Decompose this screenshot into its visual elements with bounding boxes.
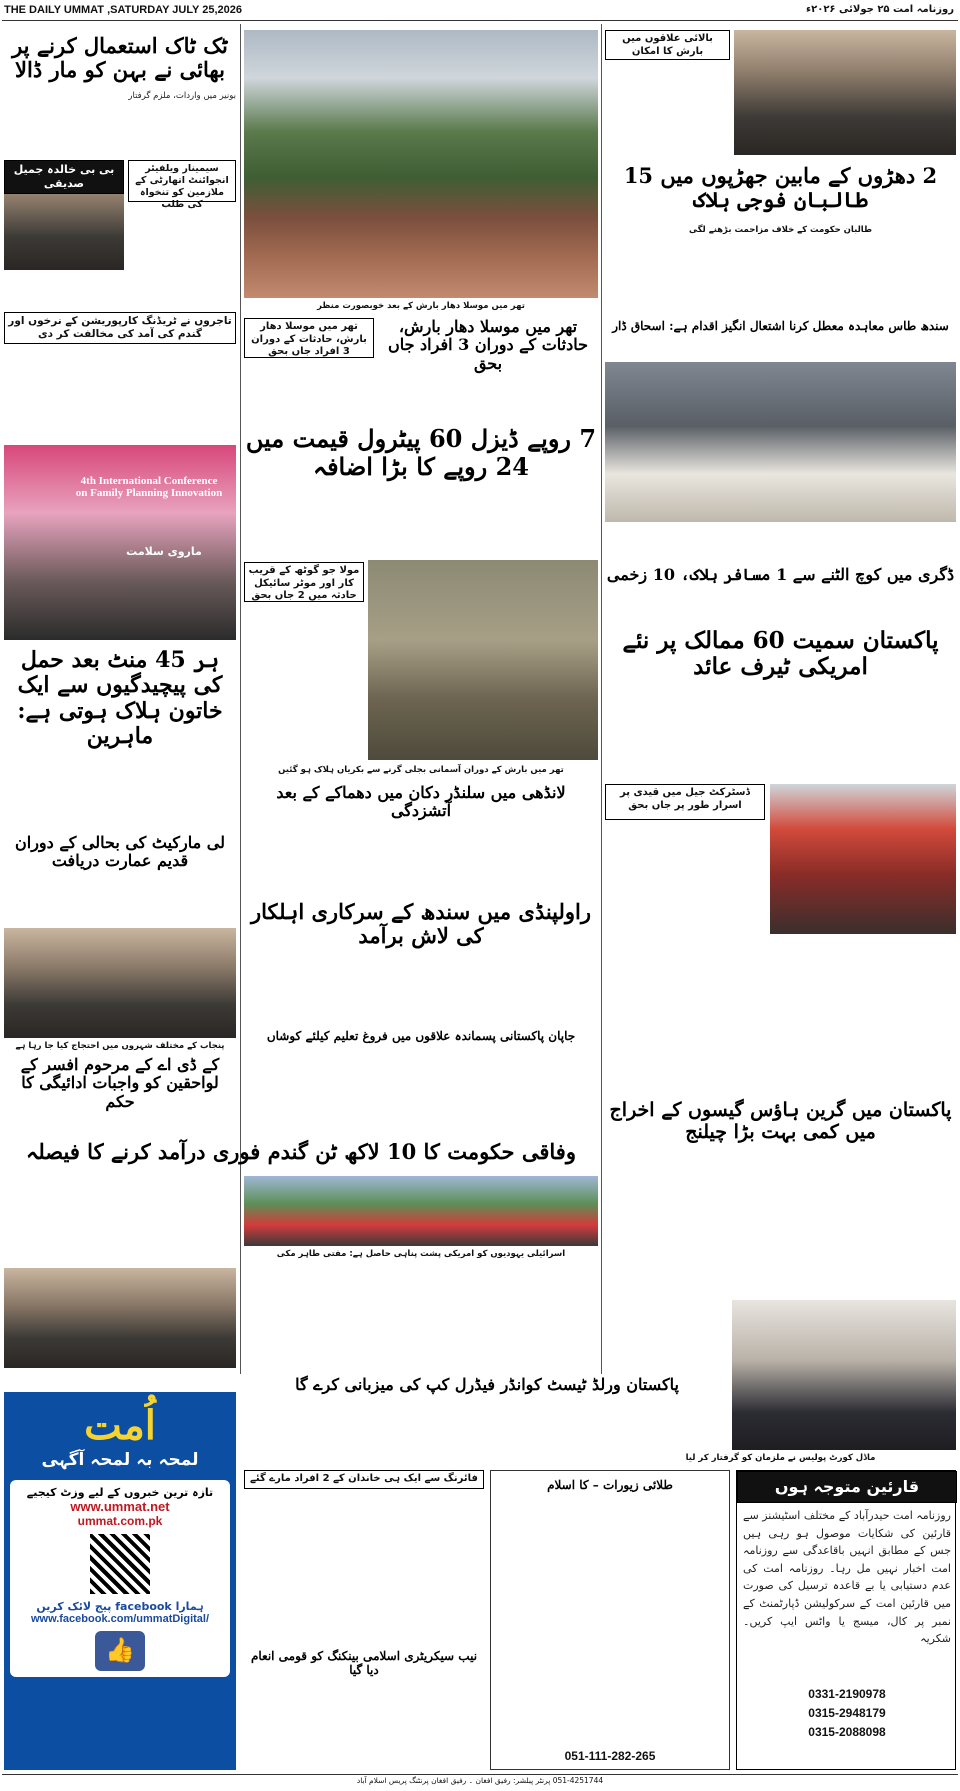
facebook-like-text: ہمارا facebook پیج لائک کریں — [36, 1600, 204, 1613]
headline-cricket: پاکستان ورلڈ ٹیسٹ کوانڈر فیڈرل کپ کی میزبانی کرے گا — [295, 1375, 679, 1394]
column-rule — [240, 24, 241, 1374]
article-maternal — [4, 720, 236, 830]
footer-imprint: 051-4251744 پرنٹر پبلشر: رفیق افغان ۔ رفیق افغان پرنٹنگ پریس اسلام آباد — [356, 1776, 604, 1785]
subhead-taliban: طالبان حکومت کے خلاف مزاحمت بڑھنے لگی — [605, 224, 956, 235]
photo-dead-goats — [368, 560, 598, 760]
thumbs-up-icon: 👍 — [95, 1631, 145, 1671]
article-motorbike — [244, 606, 364, 756]
caption-protest: پنجاب کے مختلف شہروں میں احتجاج کیا جا رہا ہے — [4, 1040, 236, 1051]
conference-banner-text: 4th International Conference on Family Planning Innovation — [75, 475, 223, 499]
ummat-url-link[interactable]: www.ummat.net — [70, 1499, 170, 1514]
headline-market: لی مارکیٹ کی بحالی کے دوران قدیم عمارت دریافت — [15, 833, 225, 871]
headline-thar-rain-2: تھر میں موسلا دھار بارش، حادثات کے دوران 3 افراد جاں بحق — [244, 318, 374, 358]
headline-rain-forecast: بالائی علاقوں میں بارش کا امکان — [605, 30, 730, 60]
headline-motorbike: مولا جو گوٹھ کے قریب کار اور موٹر سائیکل حادثہ میں 2 جاں بحق — [244, 562, 364, 602]
ummat-advertisement — [4, 1392, 236, 1770]
headline-thar-rain: تھر میں موسلا دھار بارش، حادثات کے دوران 3 افراد جاں بحق — [387, 317, 589, 373]
article-tiktok — [4, 90, 236, 156]
article-firing — [244, 1494, 484, 1644]
caption-rally: اسرائیلی یہودیوں کو امریکی پشت پناہی حاصل ہے: مفتی طاہر مکی — [244, 1248, 598, 1259]
readers-notice — [736, 1470, 956, 1770]
headline-coach-accident: ڈگری میں کوچ الٹنے سے 1 مسافر ہلاک، 10 زخمی — [606, 565, 955, 584]
article-rawalpindi — [244, 934, 598, 1024]
headline-petrol: 7 روپے ڈیزل 60 پیٹرول قیمت میں 24 روپے کا بڑا اضافہ — [245, 424, 597, 481]
headline-rawalpindi: راولپنڈی میں سندھ کے سرکاری اہلکار کی لاش برآمد — [250, 899, 592, 949]
headline-tiktok: ٹک ٹاک استعمال کرنے پر بھائی نے بہن کو مار ڈالا — [12, 33, 228, 83]
photo-protest-crowd — [4, 928, 236, 1038]
article-cricket — [244, 1408, 730, 1466]
headline-wheat-import: وفاقی حکومت کا 10 لاکھ ٹن گندم فوری درآمد کرنے کا فیصلہ — [26, 1139, 576, 1164]
caption-goats: تھر میں بارش کے دوران آسمانی بجلی گرنے سے بکریاں ہلاک ہو گئیں — [244, 764, 598, 775]
caption-police: ماڈل کورٹ پولیس نے ملزمان کو گرفتار کر لیا — [605, 1452, 956, 1463]
photo-wheat-protest — [4, 1268, 236, 1368]
article-seminar — [128, 206, 236, 306]
masthead-rule — [2, 20, 958, 21]
article-subhead: بونیر میں واردات، ملزم گرفتار — [128, 91, 236, 101]
headline-japan: جاپان پاکستانی پسماندہ علاقوں میں فروغ تعلیم کیلئے کوشاں — [266, 1029, 576, 1043]
bank-ad-title: طلائی زیورات – کا اسلام — [547, 1478, 673, 1492]
photo-protesters-right — [734, 30, 956, 155]
headline-seminar: سیمینار ویلفیئر انجوائنٹ اتھارٹی کے ملازمین کو تنخواہ کی طلب — [128, 160, 236, 202]
photo-thar-mountains — [244, 30, 598, 298]
notice-title: قارئین متوجہ ہوں — [737, 1471, 957, 1503]
notice-phones — [743, 1685, 951, 1743]
notice-phone-3: 0315-2088098 — [808, 1725, 886, 1740]
notice-body: روزنامہ امت حیدرآباد کے مختلف اسٹیشنز سے قارئین کی شکایات موصول ہو رہی ہیں جس کے مطابق انہیں باقاعدگی سے روزنامہ امت اخبار نہیں مل رہا۔ روزنامہ امت کی عدم دستیابی یا بے قاعدہ ترسیل کی صورت میں قارئین امت کے سرکولیشن ڈپارٹمنٹ کے نمبر پر کال، میسج یا واٹس ایپ کریں۔ شکریہ — [743, 1509, 951, 1646]
photo-rally — [244, 1176, 598, 1246]
article-kda — [4, 1094, 236, 1134]
article-thar-rain — [244, 362, 598, 422]
headline-traders: تاجروں نے ٹریڈنگ کارپوریشن کے نرخوں اور گندم کی آمد کی مخالفت کر دی — [4, 312, 236, 344]
headline-jail: ڈسٹرکٹ جیل میں قیدی پر اسرار طور پر جاں بحق — [605, 784, 765, 820]
headline-greenhouse: پاکستان میں گرین ہاؤس گیسوں کے اخراج میں کمی بہت بڑا چیلنج — [609, 1099, 952, 1143]
bank-advertisement — [490, 1470, 730, 1770]
facebook-url-link[interactable]: www.facebook.com/ummatDigital/ — [30, 1613, 210, 1625]
photo-electricity-workers — [605, 362, 956, 522]
ummat-url2-link[interactable]: ummat.com.pk — [77, 1514, 163, 1528]
masthead-urdu: روزنامہ امت ۲۵ جولائی ۲۰۲۶ء — [806, 4, 954, 15]
article-japan — [244, 1054, 598, 1134]
ummat-logo: اُمت — [84, 1402, 156, 1449]
label-khalida: بی بی خالدہ جمیل صدیقی — [4, 160, 124, 194]
article-banking — [244, 1686, 484, 1770]
column-rule — [601, 24, 602, 1374]
article-taliban — [605, 240, 956, 315]
masthead-english: THE DAILY UMMAT ,SATURDAY JULY 25,2026 — [4, 4, 243, 16]
qr-code-icon — [90, 1534, 150, 1594]
bank-ad-phone: 051-111-282-265 — [564, 1749, 656, 1763]
article-rain-forecast — [605, 64, 730, 154]
photo-red-flags — [770, 784, 956, 934]
headline-maternal: ہر 45 منٹ بعد حمل کی پیچیدگیوں سے ایک خاتون ہلاک ہوتی ہے: ماہرین — [17, 647, 223, 749]
ummat-visit-text: تازہ ترین خبروں کے لیے وزٹ کیجیے — [26, 1486, 214, 1499]
article-us-tariff — [605, 704, 956, 779]
notice-phone-2: 0315-2948179 — [808, 1706, 886, 1721]
article-landhi — [244, 812, 598, 892]
headline-landhi: لانڈھی میں سلنڈر دکان میں دھماکے کے بعد آتشزدگی — [276, 783, 566, 821]
headline-taliban: 2 دھڑوں کے مابین جھڑپوں میں 15 طالبان فوجی ہلاک — [623, 163, 938, 213]
headline-us-tariff: پاکستان سمیت 60 ممالک پر نئے امریکی ٹیرف عائد — [622, 627, 939, 681]
article-traders — [4, 340, 236, 440]
photo-conference — [4, 445, 236, 640]
article-petrol — [244, 488, 598, 558]
headline-firing: فائرنگ سے ایک ہی خاندان کے 2 افراد مارے گئے — [244, 1470, 484, 1489]
photo-police-arrest — [732, 1300, 956, 1450]
ummat-slogan: لمحہ بہ لمحہ آگہی — [41, 1450, 199, 1470]
headline-indus-treaty: سندھ طاس معاہدہ معطل کرنا اشتعال انگیز اقدام ہے: اسحاق ڈار — [612, 319, 949, 333]
footer-rule — [2, 1774, 958, 1775]
headline-kda: کے ڈی اے کے مرحوم افسر کے لواحقین کو واجبات ادائیگی کا حکم — [20, 1055, 220, 1111]
headline-banking: نیب سیکریٹری اسلامی بینکنگ کو قومی انعام دیا گیا — [250, 1649, 478, 1677]
notice-phone-1: 0331-2190978 — [808, 1687, 886, 1701]
conference-subtext: ماروی سلامت — [126, 545, 202, 558]
article-market — [4, 862, 236, 922]
article-wheat — [4, 1176, 236, 1266]
caption-thar: تھر میں موسلا دھار بارش کے بعد خوبصورت منظر — [244, 300, 598, 311]
article-israel — [244, 1262, 598, 1372]
